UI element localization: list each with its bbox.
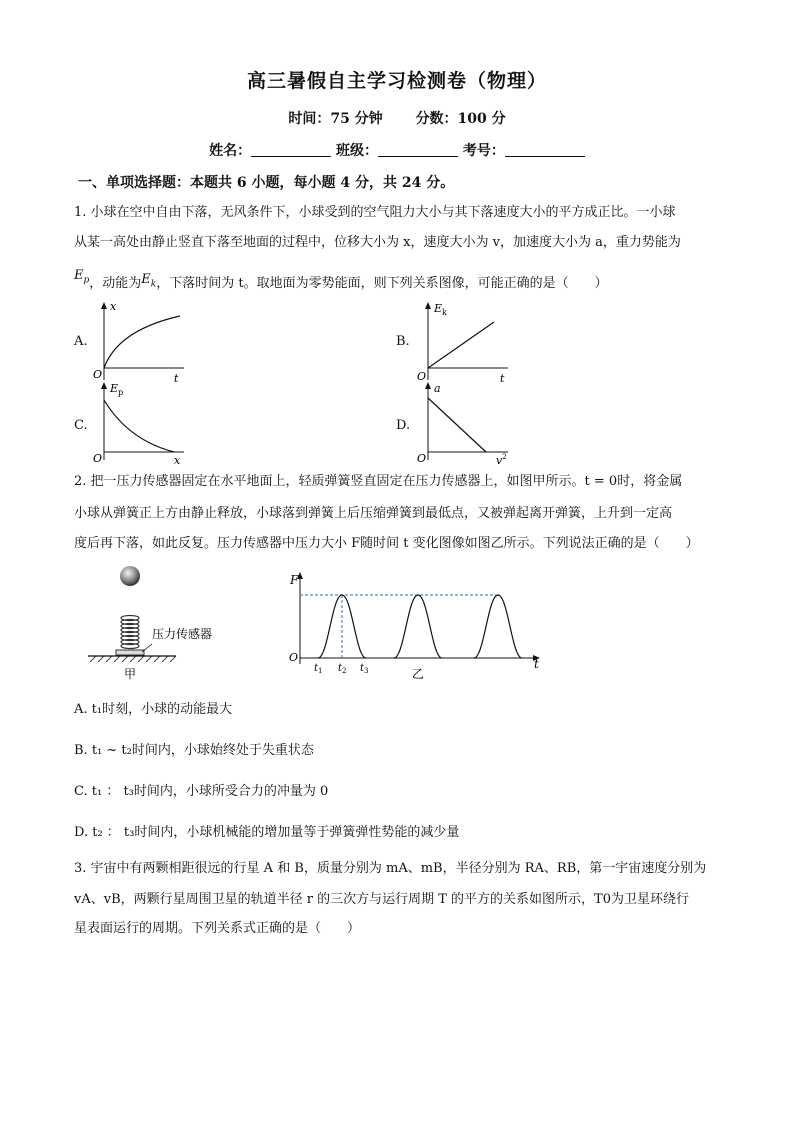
class-field[interactable] xyxy=(378,142,458,157)
curve xyxy=(104,400,174,452)
line xyxy=(428,322,494,368)
ground-hatch xyxy=(90,656,176,662)
figure-yi-caption: 乙 xyxy=(412,667,425,681)
y-label: $E_p$ xyxy=(110,382,124,397)
x-label: t xyxy=(534,657,539,671)
x-label: t xyxy=(500,372,505,385)
origin: O xyxy=(289,651,299,664)
time-label: 时间：75 分钟 xyxy=(288,111,383,127)
q3-line2: vA、vB，两颗行星周围卫星的轨道半径 r 的三次方与运行周期 T 的平方的关系如图所示，T0为卫星环绕行 xyxy=(74,892,689,907)
sensor-label: 压力传感器 xyxy=(152,627,213,641)
page-title: 高三暑假自主学习检测卷（物理） xyxy=(246,70,547,92)
y-arrow xyxy=(101,302,107,309)
t1-label: $t_1$ xyxy=(314,663,323,675)
pulse-3 xyxy=(474,595,522,658)
spring xyxy=(121,616,139,649)
y-label: a xyxy=(434,382,441,395)
figure-jia xyxy=(84,562,244,682)
y-arrow xyxy=(425,302,431,309)
q2-choice-b[interactable]: B. t₁ ~ t₂时间内，小球始终处于失重状态 xyxy=(74,743,314,758)
exam-meta xyxy=(0,108,794,128)
q2-line3: 度后再下落，如此反复。压力传感器中压力大小 F随时间 t 变化图像如图乙所示。下列说法正确的是（ ） xyxy=(74,536,699,551)
q2-line1: 2. 把一压力传感器固定在水平地面上，轻质弹簧竖直固定在压力传感器上，如图甲所示。t = 0时，将金属 xyxy=(74,474,683,489)
exam-no-field[interactable] xyxy=(505,142,585,157)
q1-line1: 1. 小球在空中自由下落，无风条件下，小球受到的空气阻力大小与其下落速度大小的平方成正比。一小球 xyxy=(74,205,676,220)
name-field[interactable] xyxy=(251,142,331,157)
exam-no-label: 考号： xyxy=(462,143,505,159)
section-heading: 一、单项选择题：本题共 6 小题，每小题 4 分，共 24 分。 xyxy=(78,175,455,191)
ek-symbol: $E_k$ xyxy=(141,272,157,290)
option-c-label[interactable]: C. xyxy=(74,418,88,433)
t2-label: $t_2$ xyxy=(338,663,347,675)
option-b-graph[interactable] xyxy=(412,300,522,386)
figure-yi xyxy=(284,568,554,684)
origin: O xyxy=(417,370,427,383)
q1-line3: $E_p$，动能为$E_k$，下落时间为 t。取地面为零势能面，则下列关系图像，可能正确的是（ ） xyxy=(74,268,608,291)
origin: O xyxy=(93,452,103,465)
sensor xyxy=(116,650,144,655)
q2-choice-c[interactable]: C. t₁ ： t₃时间内，小球所受合力的冲量为 0 xyxy=(74,784,329,799)
name-label: 姓名： xyxy=(209,143,252,159)
q1-line2: 从某一高处由静止竖直下落至地面的过程中，位移大小为 x，速度大小为 v，加速度大小为 a，重力势能为 xyxy=(74,235,681,250)
x-label: x xyxy=(174,454,181,466)
origin: O xyxy=(417,452,427,465)
y-label: x xyxy=(110,300,117,313)
ep-symbol: $E_p$ xyxy=(74,268,90,286)
option-c-graph[interactable] xyxy=(88,380,198,466)
line xyxy=(428,398,486,452)
origin: O xyxy=(93,368,103,381)
ball xyxy=(120,566,140,586)
y-arrow xyxy=(101,382,107,389)
option-a-graph[interactable] xyxy=(88,300,198,386)
figure-jia-caption: 甲 xyxy=(124,667,137,681)
y-label: $E_k$ xyxy=(434,302,447,317)
y-arrow xyxy=(425,382,431,389)
x-label: t xyxy=(174,372,179,385)
t3-label: $t_3$ xyxy=(360,663,369,675)
q3-line3: 星表面运行的周期。下列关系式正确的是（ ） xyxy=(74,921,361,936)
q2-line2: 小球从弹簧正上方由静止释放，小球落到弹簧上后压缩弹簧到最低点，又被弹起离开弹簧，上升到一定高 xyxy=(74,506,673,521)
student-info xyxy=(0,140,794,160)
option-d-graph[interactable] xyxy=(412,380,522,466)
q3-line1: 3. 宇宙中有两颗相距很远的行星 A 和 B，质量分别为 mA、mB，半径分别为 RA、RB，第一宇宙速度分别为 xyxy=(74,861,707,876)
pulse-2 xyxy=(394,595,442,658)
class-label: 班级： xyxy=(336,143,378,159)
q2-choice-d[interactable]: D. t₂ ： t₃时间内，小球机械能的增加量等于弹簧弹性势能的减少量 xyxy=(74,825,460,840)
curve xyxy=(104,316,180,368)
sensor-pointer xyxy=(142,644,152,652)
option-b-label[interactable]: B. xyxy=(396,334,410,349)
y-label: F xyxy=(290,573,299,587)
option-d-label[interactable]: D. xyxy=(396,418,411,433)
q2-choice-a[interactable]: A. t₁时刻，小球的动能最大 xyxy=(74,702,233,717)
option-a-label[interactable]: A. xyxy=(74,334,88,349)
x-label: $v^2$ xyxy=(496,453,507,466)
score-label: 分数：100 分 xyxy=(415,111,506,127)
